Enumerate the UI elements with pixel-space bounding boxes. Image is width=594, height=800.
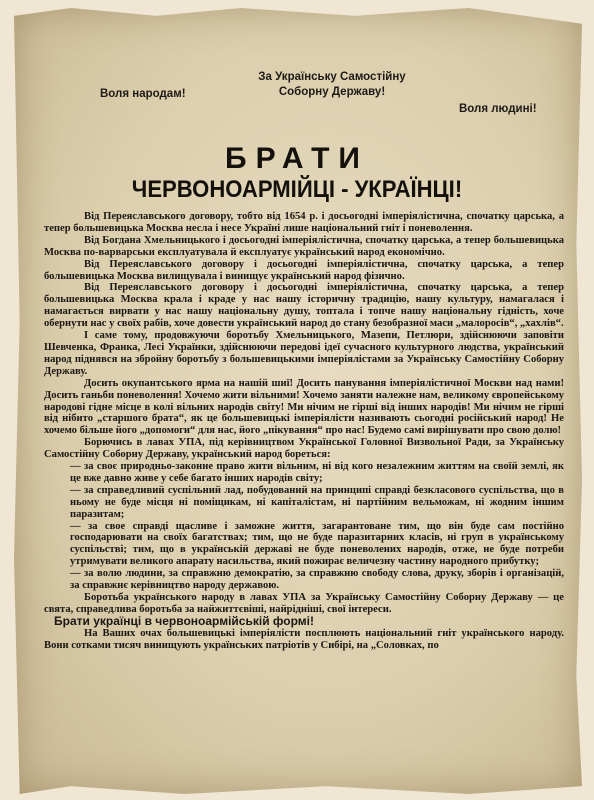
slogan-right: Воля людині! — [459, 103, 537, 115]
appeal-line: Брати українці в червоноармійській формі! — [54, 613, 314, 628]
slogan-left: Воля народам! — [100, 88, 186, 100]
paragraph: Досить окупантського ярма на нашій шиї! Досить панування імперіялістичної Москви над нами! Досить ганьби поневолення! Хочемо жити вільними! Хочемо заняти належне нам, великому європейському народові гідне місце в колі вільних народів світу! Ми нічим не гірші від інших народів! Ми нічим не гірші від нібито „старшого брата“, як це большевицькі імперіялісти називають сьогодні російський народ! Не хочемо більше його „допомоги“ для нас, його „пікування“ про нас! Будемо самі вирішувати про свою долю! — [44, 377, 564, 437]
paragraph: Від Богдана Хмельницького і досьогодні імперіялістична, спочатку царська, а тепер большевицька Москва по-варварськи експлуатувала й експлуатує український народ економічно. — [44, 234, 564, 258]
slogan-center: За Українську Самостійну Соборну Державу! — [258, 71, 406, 98]
list-item: — за волю людини, за справжню демократію, за справжню свободу слова, друку, зборів і організацій, за справжнє керівництво народу державою. — [70, 568, 564, 592]
paragraph: Від Переяславського договору, тобто від 1654 р. і досьогодні імперіялістична, спочатку царська, а тепер большевицька Москва несла і несе Україні лише національний гніт і поневолення. — [44, 211, 564, 234]
list-item: — за своє природньо-законне право жити вільним, ні від кого незалежним життям на своїй землі, як це вже давно живе у себе багато інших народів світу; — [70, 461, 564, 484]
paragraph: На Ваших очах большевицькі імперіялісти посплюють національний гніт українського народу. Вони сотками тисяч винищують українських патріотів у Сибірі, на „Соловках, по — [44, 627, 564, 651]
list-item: — за свое справді щасливе і заможне життя, загарантоване тим, що він буде сам постійно господарювати на своїх багатствах; тим, що не буде паразитарних класів, ні груп в українському суспільстві; тим, що в українській державі не буде поневолених народів, отже, не буде потреби утримувати великого апарату насильства, який пожирає величезну частину народного прибутку; — [70, 520, 564, 568]
title-line-1: БРАТИ — [225, 142, 369, 175]
paragraph: І саме тому, продовжуючи боротьбу Хмельницького, Мазепи, Петлюри, здійснюючи заповіти Шевченка, Франка, Лесі Українки, здійснюючи передові ідеї сучасного культурного людства, український народ піднявся на збройну боротьбу з большевицькими імперіялістами за Українську Самостійну Соборну Державу. — [44, 330, 564, 377]
title-line-2: ЧЕРВОНОАРМІЙЦІ - УКРАЇНЦІ! — [131, 176, 463, 203]
list-item: — за справедливий суспільний лад, побудований на принципі справді безкласового суспільства, що в ньому не буде місця ні поміщикам, ні капіталістам, ні партійним вельможам, ні жодним іншим паразитам; — [70, 484, 564, 520]
paragraph: Боротьба українського народу в лавах УПА за Українську Самостійну Соборну Державу — це свята, справедлива боротьба за найжиттєвіші, найрідніші, свої інтереси. — [44, 592, 564, 615]
paragraph: Борючись в лавах УПА, під керівництвом Української Головної Визвольної Ради, за Українську Самостійну Соборну Державу, український народ бореться: — [44, 437, 564, 461]
paragraph: Від Переяславського договору і досьогодні імперіялістична, спочатку царська, а тепер большевицька Москва вилищувала і винищує український народ фізично. — [44, 258, 564, 282]
paragraph: Від Переяславського договору і досьогодні імперіялістична, спочатку царська, а тепер большевицька Москва крала і краде у нас нашу історичну традицію, нашу культуру, намагалася і намагається вирвати у нас нашу національну душу, топтала і топче нашу національну гідність, хоче обернути нас у своїх рабів, хоче довести український народ до стану безобразної маси „малоросів“, „хахлів“. — [44, 282, 564, 330]
leaflet-body — [44, 211, 564, 652]
